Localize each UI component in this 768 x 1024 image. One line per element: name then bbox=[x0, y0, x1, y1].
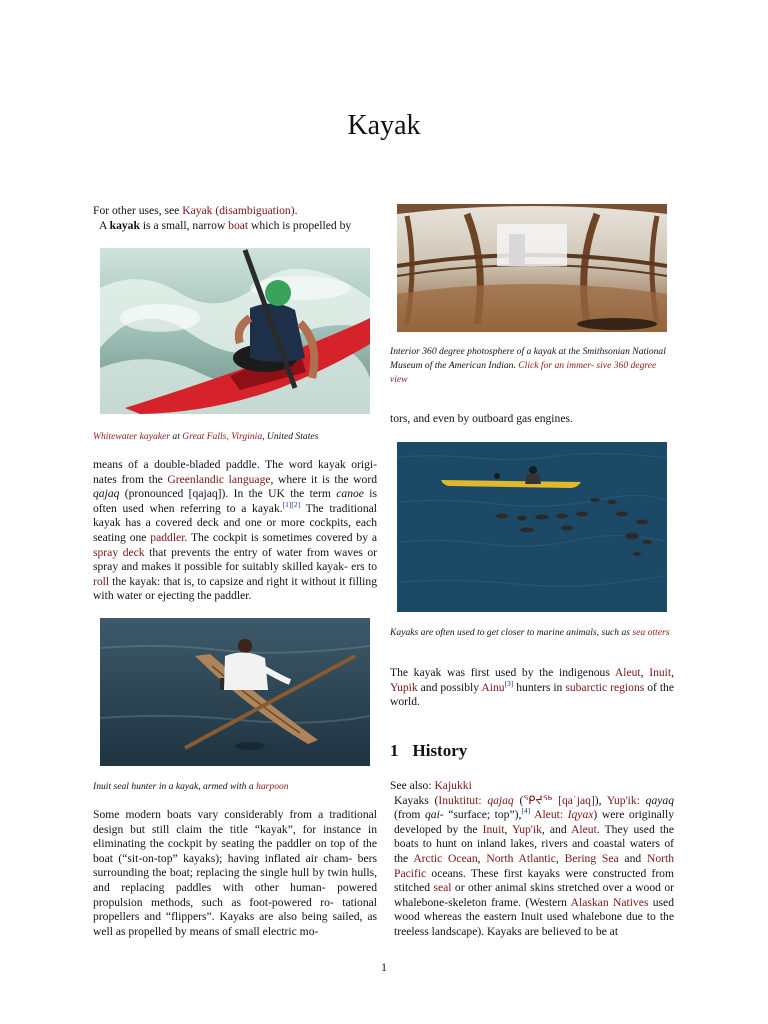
reference-1-2[interactable]: [1][2] bbox=[282, 499, 301, 509]
link-seal[interactable]: seal bbox=[433, 881, 452, 895]
see-also: See also: Kajukki bbox=[390, 779, 472, 792]
left-paragraph-2: means of a double-bladed paddle. The word kayak origi- nates from the Greenlandic language, where it is the word qajaq (pronounced [qajaq]). In the UK the term canoe is often used when referring to a kayak.[1][2] The traditional kayak has a covered deck and one or more cockpits, each seating one paddler. The cockpit is sometimes covered by a spray deck that prevents the entry of water from waves or spray and makes it possible for suitably skilled kayak- ers to roll the kayak: that is, to capsize and right it without it filling with water or ejecting the paddler. bbox=[93, 458, 378, 603]
hatnote: For other uses, see Kayak (disambiguation). bbox=[93, 204, 298, 217]
left-intro bbox=[93, 204, 377, 233]
link-yupik-people[interactable]: Yup'ik bbox=[512, 822, 542, 836]
history-body bbox=[390, 779, 674, 940]
sea-otters-figure-caption: Kayaks are often used to get closer to marine animals, such as sea otters bbox=[390, 627, 670, 638]
link-greenlandic-language[interactable]: Greenlandic language bbox=[167, 472, 271, 486]
link-north-atlantic[interactable]: North Atlantic bbox=[486, 851, 556, 865]
section-title: History bbox=[412, 741, 468, 760]
link-spray-deck[interactable]: spray deck bbox=[93, 545, 145, 559]
link-aleut[interactable]: Aleut bbox=[614, 666, 641, 679]
section-heading-history bbox=[390, 741, 467, 761]
link-north-pacific[interactable]: North Pacific bbox=[394, 851, 675, 880]
link-alaskan-natives[interactable]: Alaskan Natives bbox=[570, 895, 649, 909]
link-bering-sea[interactable]: Bering Sea bbox=[564, 851, 619, 865]
link-subarctic-regions[interactable]: subarctic regions bbox=[565, 680, 645, 694]
history-paragraph: Kayaks (Inuktitut: qajaq (ᕿᔪᖅ [qaˈjaq]), Yup'ik: qayaq (from qai- “surface; top”),[4] Aleut: Iqyax) were originally developed by the Inuit, Yup'ik, and Aleut. They used the boats to hunt on inland lakes, rivers and coastal waters of the Arctic Ocean, North Atlantic, Bering Sea and North Pacific oceans. These first kayaks were constructed from stitched seal or other animal skins stretched over a wood or whalebone-skeleton frame. (Western Alaskan Natives used wood whereas the eastern Inuit used whalebone due to the treeless landscape). Kayaks are believed to be at bbox=[394, 793, 675, 938]
photosphere-figure-caption: Interior 360 degree photosphere of a kayak at the Smithsonian National Museum of the American Indian. Click for an immer- sive 360 degree view bbox=[390, 346, 666, 385]
link-boat[interactable]: boat bbox=[228, 218, 249, 232]
seal-hunter-figure-caption: Inuit seal hunter in a kayak, armed with a harpoon bbox=[93, 781, 289, 792]
right-paragraph-1: tors, and even by outboard gas engines. bbox=[390, 412, 573, 425]
reference-4[interactable]: [4] bbox=[521, 806, 531, 816]
page-title: Kayak bbox=[347, 110, 421, 141]
link-yupik[interactable]: Yupik bbox=[390, 680, 418, 694]
link-whitewater-kayaker[interactable]: Whitewater kayaker bbox=[93, 431, 170, 442]
reference-3[interactable]: [3] bbox=[504, 678, 514, 688]
link-roll[interactable]: roll bbox=[93, 574, 110, 588]
whitewater-kayaker-image[interactable] bbox=[100, 248, 370, 414]
intro-paragraph: A kayak is a small, narrow boat which is propelled by bbox=[99, 218, 352, 232]
link-great-falls[interactable]: Great Falls, Virginia bbox=[182, 431, 263, 442]
link-ainu[interactable]: Ainu bbox=[481, 680, 505, 694]
link-arctic-ocean[interactable]: Arctic Ocean bbox=[413, 851, 478, 865]
section-number: 1 bbox=[390, 741, 399, 760]
link-aleut-language[interactable]: Aleut bbox=[534, 808, 560, 822]
syllabics: ᕿᔪᖅ bbox=[523, 793, 553, 807]
link-kajukki[interactable]: Kajukki bbox=[434, 779, 472, 792]
link-paddler[interactable]: paddler bbox=[150, 530, 185, 544]
photosphere-image[interactable] bbox=[397, 204, 667, 332]
link-inuit[interactable]: Inuit bbox=[649, 666, 672, 679]
link-yupik-language[interactable]: Yup'ik bbox=[606, 793, 637, 807]
left-paragraph-3: Some modern boats vary considerably from a traditional design but still claim the title “kayak”, for instance in eliminating the cockpit by seating the paddler on top of the boat (“sit-on-top” kayaks); having inflated air cham- bers surrounding the boat; replacing the single hull by twin hulls, and replacing paddles with other human- powered propulsion methods, such as foot-powered ro- tational propellers and “flippers”. Kayaks are also being sailed, as well as propelled by means of small electric mo- bbox=[93, 808, 377, 938]
link-kayak-disambiguation[interactable]: Kayak (disambiguation) bbox=[182, 204, 295, 217]
page-number: 1 bbox=[381, 960, 387, 974]
link-inuit-people[interactable]: Inuit bbox=[482, 822, 505, 836]
link-sea-otters[interactable]: sea otters bbox=[632, 627, 670, 638]
inuit-seal-hunter-image[interactable] bbox=[100, 618, 370, 766]
link-harpoon[interactable]: harpoon bbox=[256, 781, 289, 792]
sea-otters-image[interactable] bbox=[397, 442, 667, 612]
link-inuktitut[interactable]: Inuktitut bbox=[438, 793, 479, 807]
whitewater-figure-caption: Whitewater kayaker at Great Falls, Virginia, United States bbox=[93, 431, 319, 442]
link-immersive-360-view[interactable]: Click for an immer- sive 360 degree view bbox=[390, 360, 657, 385]
link-aleut-people[interactable]: Aleut bbox=[571, 822, 597, 836]
right-paragraph-2: The kayak was first used by the indigenous Aleut, Inuit, Yupik and possibly Ainu[3] hunters in subarctic regions of the world. bbox=[390, 666, 675, 709]
